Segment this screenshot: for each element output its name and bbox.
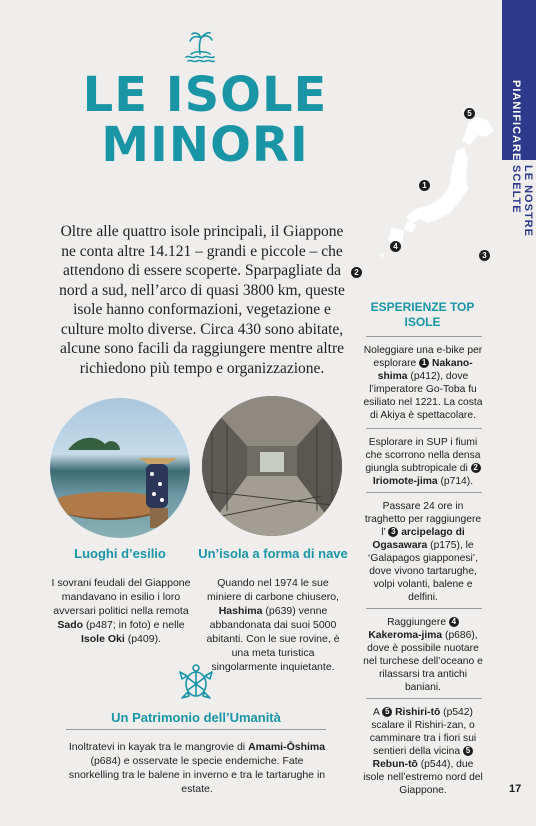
divider	[366, 336, 482, 337]
number-badge: 5	[463, 746, 473, 756]
photo-hashima-ruins	[202, 396, 342, 536]
experience-item-4: Raggiungere 4 Kakeroma-jima (p686), dove è possibile nuotare nel turchese dell’oceano e rilassarsi tra antichi baniani.	[363, 617, 483, 693]
photo-sado-boat	[50, 398, 190, 538]
section-tab	[502, 0, 536, 270]
number-badge: 1	[419, 358, 429, 368]
divider	[366, 428, 482, 429]
page-title-line-1: LE ISOLE	[82, 67, 328, 123]
map-marker-5: 5	[464, 108, 475, 119]
map-marker-3: 3	[479, 250, 490, 261]
experiences-title: ESPERIENZE TOP ISOLE	[370, 300, 475, 329]
heritage-body: Inoltratevi in kayak tra le mangrovie di Amami-Ōshima (p684) e osservate le specie endemiche. Fate snorkelling tra le balene in inverno e tra le tartarughe in estate.	[68, 741, 326, 795]
experience-item-3: Passare 24 ore in traghetto per raggiungere l’ 3 arcipelago di Ogasawara (p175), le ‘Galapagos giapponesi’, dove vivono tartarughe, volpi volanti, balene e delfini.	[364, 501, 482, 603]
page-title-line-2: MINORI	[101, 117, 309, 173]
heritage-title: Un Patrimonio dell’Umanità	[111, 710, 281, 725]
divider	[366, 608, 482, 609]
subsection-tab-label: LE NOSTRE SCELTE	[510, 165, 534, 237]
map-marker-4: 4	[390, 241, 401, 252]
experience-item-5: A 5 Rishiri-tō (p542) scalare il Rishiri-zan, o camminare tra i fiori sui sentieri della vicina 5 Rebun-tō (p544), due isole nell’estremo nord del Giappone.	[363, 707, 483, 796]
turtle-icon	[176, 664, 216, 702]
page-number: 17	[509, 783, 522, 795]
intro-paragraph: Oltre alle quattro isole principali, il Giappone ne conta altre 14.121 – grandi e piccole – che attendono di essere scoperte. Sparpagliate da nord a sud, nell’arco di quasi 3800 km, queste isole hanno conformazioni, vegetazione e culture molto diverse. Circa 430 sono abitate, alcune sono facili da raggiungere mentre altre richiedono più tempo e organizzazione.	[59, 223, 345, 377]
page-title	[60, 67, 350, 173]
number-badge: 5	[382, 707, 392, 717]
number-badge: 3	[388, 527, 398, 537]
map-marker-2: 2	[351, 267, 362, 278]
experience-item-2: Esplorare in SUP i fiumi che scorrono nella densa giungla subtropicale di 2 Iriomote-jima (p714).	[365, 437, 481, 487]
map-marker-1: 1	[419, 180, 430, 191]
number-badge: 4	[449, 617, 459, 627]
divider	[366, 492, 482, 493]
divider	[366, 698, 482, 699]
section-tab-label: PIANIFICARE	[510, 80, 522, 162]
caption-title-exile: Luoghi d’esilio	[74, 546, 166, 561]
caption-body-exile: I sovrani feudali del Giappone mandavano in esilio i loro avversari politici nella remota Sado (p487; in foto) e nelle Isole Oki (p409).	[51, 577, 191, 645]
divider	[66, 729, 326, 730]
caption-body-ship-island: Quando nel 1974 le sue miniere di carbone chiusero, Hashima (p639) venne abbandonata dai suoi 5000 abitanti. Con le sue rovine, è una meta turistica singolarmente inquietante.	[206, 577, 340, 673]
number-badge: 2	[471, 463, 481, 473]
experience-item-1: Noleggiare una e-bike per esplorare 1 Nakano-shima (p412), dove l’imperatore Go-Toba fu esiliato nel 1221. La costa di Akiya è spettacolare.	[363, 345, 483, 421]
caption-title-ship-island: Un’isola a forma di nave	[198, 546, 348, 561]
palm-island-icon	[183, 30, 217, 64]
